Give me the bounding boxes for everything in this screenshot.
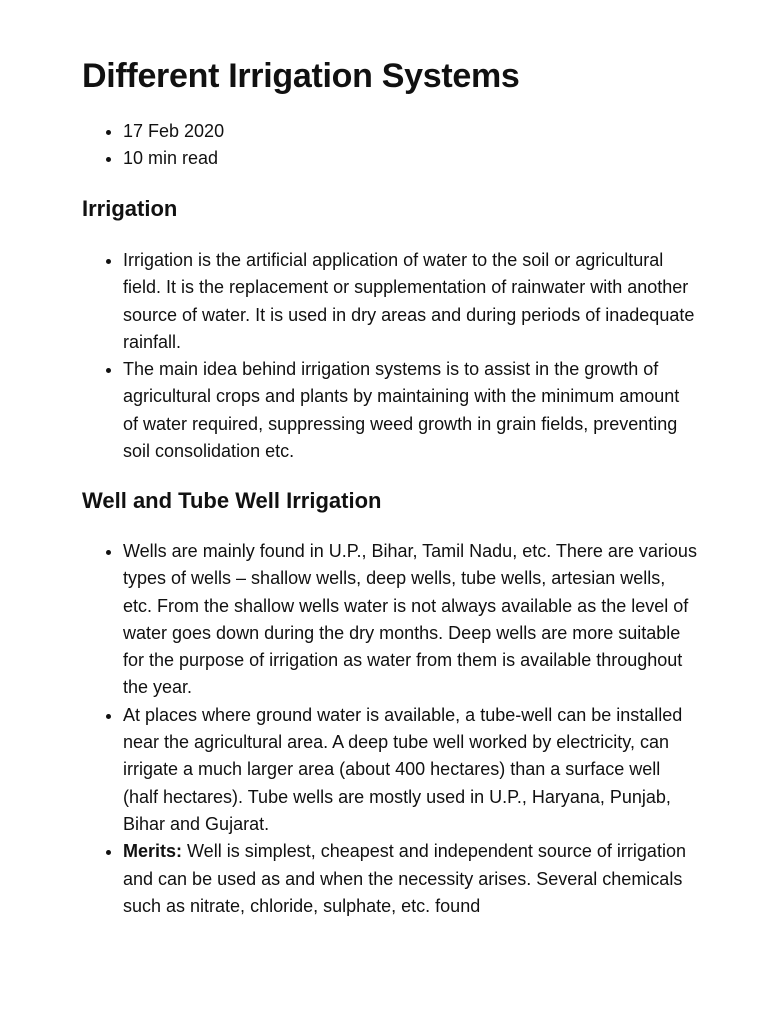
publish-date: • 17 Feb 2020 bbox=[123, 118, 224, 145]
section-heading-well-irrigation: Well and Tube Well Irrigation bbox=[82, 488, 382, 513]
well-irrigation-list bbox=[82, 538, 697, 920]
merits-label: Merits: bbox=[123, 841, 183, 862]
page-title: Different Irrigation Systems bbox=[82, 57, 520, 95]
list-item: • Wells are mainly found in U.P., Bihar, Tamil Nadu, etc. There are various types of wells – shallow wells, deep wells, tube wells, artesian wells, etc. From the shallow wells water is not always available as the level of water goes down during the dry months. Deep wells are more suitable for the purpose of irrigation as water from them is available throughout the year. bbox=[123, 538, 697, 702]
list-item: • The main idea behind irrigation systems is to assist in the growth of agricultural crops and plants by maintaining with the minimum amount of water required, suppressing weed growth in grain fields, preventing soil consolidation etc. bbox=[123, 356, 697, 465]
list-item: • Irrigation is the artificial application of water to the soil or agricultural field. It is the replacement or supplementation of rainwater with another source of water. It is used in dry areas and during periods of inadequate rainfall. bbox=[123, 247, 697, 356]
merits-item bbox=[123, 838, 697, 920]
section-heading-irrigation: Irrigation bbox=[82, 196, 178, 221]
list-item: • At places where ground water is available, a tube-well can be installed near the agricultural area. A deep tube well worked by electricity, can irrigate a much larger area (about 400 hectares) than a surface well (half hectares). Tube wells are mostly used in U.P., Haryana, Punjab, Bihar and Gujarat. bbox=[123, 702, 697, 838]
read-time: • 10 min read bbox=[123, 145, 224, 172]
merits-text: Well is simplest, cheapest and independent source of irrigation and can be used as and when the necessity arises. Several chemicals such as nitrate, chloride, sulphate, etc. found bbox=[123, 841, 686, 916]
article-meta bbox=[82, 118, 224, 172]
irrigation-list bbox=[82, 247, 697, 465]
